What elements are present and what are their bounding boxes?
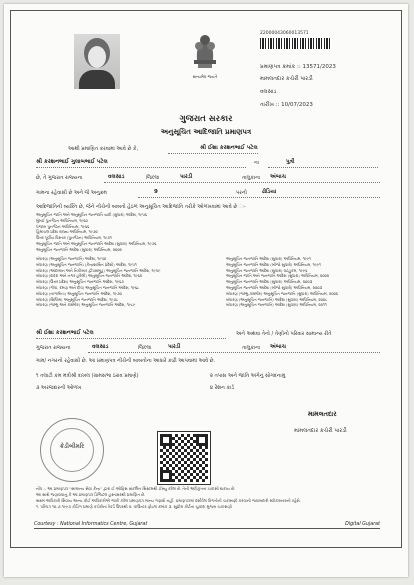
emblem-caption: સત્યમેવ જયતે <box>192 74 218 79</box>
list-item: બંધારણ (અનુસૂચિત જનજાતિ) આદેશ (સુધારા) અધિનિયમ, ૨૦૦૮ <box>226 296 328 302</box>
district2-name: વલસાડ <box>92 344 109 350</box>
date-label: તારીખ :: <box>260 102 280 108</box>
relation: પુત્રી <box>286 159 295 165</box>
list-item: પંજાબ પુનર્ગઠન અધિનિયમ, ૧૯૬૬ <box>36 223 90 229</box>
state-text: છે, તે ગુજરાત રાજ્યના <box>36 175 83 181</box>
seal-text: ક્રેડીબીમરિ <box>59 443 85 450</box>
list-item: ઉત્તર પૂર્વીય વિસ્તાર (પુનર્ગઠન) અધિનિયમ, ૧૯૭૧ <box>36 235 112 241</box>
issue-date: 10/07/2023 <box>281 102 313 108</box>
list-item: બંધારણ (દાદરા અને નગર હવેલી) અનુસૂચિત જનજાતિ આદેશ, ૧૯૬૨ <box>36 273 142 279</box>
cert-no-label: પ્રમાણપત્ર ક્રમાંક :: <box>260 64 301 70</box>
orders-right-list <box>226 256 386 308</box>
govt-title: ગુજરાત સરકાર <box>179 114 233 124</box>
qr-code <box>158 432 210 484</box>
notes-block <box>36 486 380 510</box>
list-item: અનુસૂચિત જનજાતિ આદેશ (સુધારા) અધિનિયમ, ૧૯૯૧ <box>226 256 311 261</box>
second-text: અને અથવા તેનો / તેણીનો પરિવાર સામાન્ય રીતે <box>236 331 332 337</box>
basis-item-1: ૧ તલાટી કમ મંત્રીશ્રી દાખલ (ગ્રામસભા ઠરાવ પ્રમાણે) <box>36 373 139 379</box>
footer-brand: Digital Gujarat <box>345 522 380 527</box>
basis-text: ગામ/ નગરનો રહેવાસી છે. આ પ્રમાણપત્ર નીચેની બાબતોના આધારે કાઢી આપવામાં આવે છે. <box>36 358 216 364</box>
taluka-name: પારડી <box>180 174 193 180</box>
state2-text: ગુજરાત રાજ્યના <box>36 345 71 351</box>
orders-top-list <box>36 212 380 253</box>
list-item: અનુસૂચિત જાતિ અને જનજાતિ આદેશ (સુધારા) અધિનિયમ, ૨૦૦૨ <box>226 273 330 279</box>
basis-item-2: ૨ તપાસ અને જાતિ અંગેનું સોગંદનામું <box>210 373 286 379</box>
district-label: જિલ્લા <box>146 175 160 181</box>
relation-label: ના <box>254 160 259 166</box>
list-item: બંધારણ (અનુસૂચિત જનજાતિ) આદેશ, ૧૯૫૦ <box>36 256 107 261</box>
taluka-label: તાલુકાના <box>242 175 261 181</box>
village2-name: અંબાચ <box>270 344 286 350</box>
note-line: આ સાથે જણાવવાનું કે આ પ્રમાણપત્ર ડિજિટલ હસ્તાક્ષરથી પ્રમાણિત છે. <box>36 492 146 497</box>
tribe-name: ઢોડિયા <box>262 189 277 195</box>
taluka2-label: તાલુકાના <box>242 345 261 351</box>
list-item: બંધારણ (ઉત્તર પ્રદેશ) અનુસૂચિત જનજાતિ આદેશ, ૧૯૬૭ <box>36 279 124 285</box>
list-item: અનુસૂચિત જનજાતિ આદેશ (બીજો સુધારો) અધિનિયમ, ૧૯૯૧ <box>226 261 321 267</box>
list-item: અનુસૂચિત જાતિ અને અનુસૂચિત જનજાતિ આદેશ (સુધારા) અધિનિયમ, ૧૯૭૬ <box>36 240 157 246</box>
list-item: અનુસૂચિત જનજાતિ આદેશ (સુધારા) અધિનિયમ, ૨૦૦૩ <box>226 279 313 285</box>
list-item: બંધારણ (અનુસૂચિત જનજાતિ) (કેન્દ્રશાસિત પ્રદેશો) આદેશ, ૧૯૫૧ <box>36 261 137 267</box>
district-line: વલસાડ <box>260 89 277 95</box>
note-line: નોંધ :- આ પ્રમાણપત્ર "સામાન્ય સેવા કેન્દ્ર" દ્વારા ઈ-ઓફિસ સંકલિત સિસ્ટમથી ઈસ્યુ કરેલ છે. તેની અધિકૃતતા ચકાસી શકાય છે. <box>36 486 236 491</box>
barcode <box>260 38 332 49</box>
list-item: અનુસૂચિત જાતિ અને અનુસૂચિત જનજાતિ યાદી (સુધારા) આદેશ, ૧૯૫૬ <box>36 212 147 217</box>
applicant-photo <box>74 34 120 89</box>
office-seal <box>40 418 104 482</box>
list-item: અનુસૂચિત જનજાતિ આદેશ (બીજો સુધારો) અધિનિયમ, ૨૦૦૩ <box>226 284 322 290</box>
footer-courtesy: Courtesy : National Informatics Centre, Gujarat <box>34 522 148 527</box>
list-item: બંધારણ (જમ્મુ અને કાશ્મીર) અનુસૂચિત જનજાતિ આદેશ, ૧૯૮૯ <box>36 302 136 308</box>
serial-label: પરની <box>236 190 247 196</box>
list-item: બંધારણ (સિક્કિમ) અનુસૂચિત જનજાતિ આદેશ, ૧૯૭૮ <box>36 296 119 302</box>
list-item: બંધારણ (ગોવા, દમણ અને દીવ) અનુસૂચિત જનજાતિ આદેશ, ૧૯૬૮ <box>36 284 140 290</box>
national-emblem-icon <box>190 30 220 74</box>
cert-title: અનુસૂચિત આદિજાતિ પ્રમાણપત્ર <box>160 128 252 136</box>
basis-item-4: ૪ રેશન કાર્ડ <box>210 385 234 391</box>
tribe-text: આદિજાતિની વ્યક્તિ છે, જેને નીચેની બાબતો હેઠળ અનુસૂચિત આદિજાતિ તરીકે ઓળખવામાં આવે છે ઃ- <box>36 204 246 210</box>
cert-no: 13571/2023 <box>302 64 336 70</box>
village-name: અંબાચ <box>270 174 286 180</box>
child-name: શ્રી ઈશા કરશનભાઈ પટેલ <box>200 145 258 151</box>
district-name: વલસાડ <box>108 174 125 180</box>
list-item: બંધારણ (અનુસૂચિત જનજાતિ) આદેશ (સુધારા) અધિનિયમ, ૨૦૧૧ <box>226 302 327 308</box>
footer-divider <box>34 528 380 529</box>
resident-text: ગામના રહેવાસી છે અને જે અનુક્રમ <box>36 190 107 196</box>
certificate-page <box>4 4 408 577</box>
disclaimer-line: ૧. પરિપત્ર ૧૦-૭-૧૯૯૭ કોડિંગ પ્રમાણે કચેરીના રેકર્ડ ઉપરથી ૨. કાઉન્ટર ફોઇલ ક્રમાંક ૩. સુપ્રીમ કોર્ટના ચુકાદા મુજબ ચકાસણી <box>36 504 232 509</box>
serial-no: 9 <box>154 189 158 195</box>
list-item: બંધારણ (આંદામાન અને નિકોબાર દ્વીપસમૂહ) અનુસૂચિત જનજાતિ આદેશ, ૧૯૫૯ <box>36 267 161 273</box>
signature: મામલતદાર <box>308 410 337 418</box>
father-name: શ્રી કરશનભાઈ ગુલાબભાઈ પટેલ <box>36 159 108 165</box>
second-name: શ્રી ઈશા કરશનભાઈ પટેલ <box>36 330 94 336</box>
barcode-number: 22000043060013571 <box>260 31 309 36</box>
district2-label: જિલ્લા <box>138 345 152 351</box>
list-item: અનુસૂચિત જનજાતિ આદેશ (સુધારા) વટહુકમ, ૧૯૯૬ <box>226 267 308 273</box>
office-line: મામલતદાર કચેરી પારડી <box>260 76 313 82</box>
list-item: મુંબઈ પુનર્ગઠન અધિનિયમ, ૧૯૬૦ <box>36 217 88 223</box>
list-item: બંધારણ (નાગાલેન્ડ) અનુસૂચિત જનજાતિ આદેશ, ૧૯૭૦ <box>36 290 122 296</box>
basis-item-3: ૩ અરજદારની ઓળખ <box>36 385 82 391</box>
signatory: મામલતદાર કચેરી પારડી <box>294 428 347 434</box>
list-item: હિમાચલ પ્રદેશ રાજ્ય અધિનિયમ, ૧૯૭૦ <box>36 229 98 235</box>
list-item: બંધારણ (જમ્મુ-કાશ્મીર) અનુસૂચિત જનજાતિ (સુધારા) અધિનિયમ, ૨૦૦૬ <box>226 290 338 296</box>
disclaimer-line: સક્ષમ અધિકારી સિવાય અન્ય કોઈ અધિકારીએ જારી કરેલ પ્રમાણપત્ર માન્ય ગણાશે નહીં. પ્રમાણપત્રમાં દર્શાવેલ વિગતોની ચકાસણી કરવાની જવાબદારી સ્વીકારનારની રહેશે. <box>36 498 301 503</box>
intro-text: આથી પ્રમાણિત કરવામાં આવે છે કે, <box>68 146 139 152</box>
list-item: અનુસૂચિત જનજાતિ આદેશ (સુધારા) અધિનિયમ, ૨૦૦૨ <box>36 246 122 252</box>
orders-left-list <box>36 256 216 308</box>
taluka2-name: પારડી <box>168 344 181 350</box>
